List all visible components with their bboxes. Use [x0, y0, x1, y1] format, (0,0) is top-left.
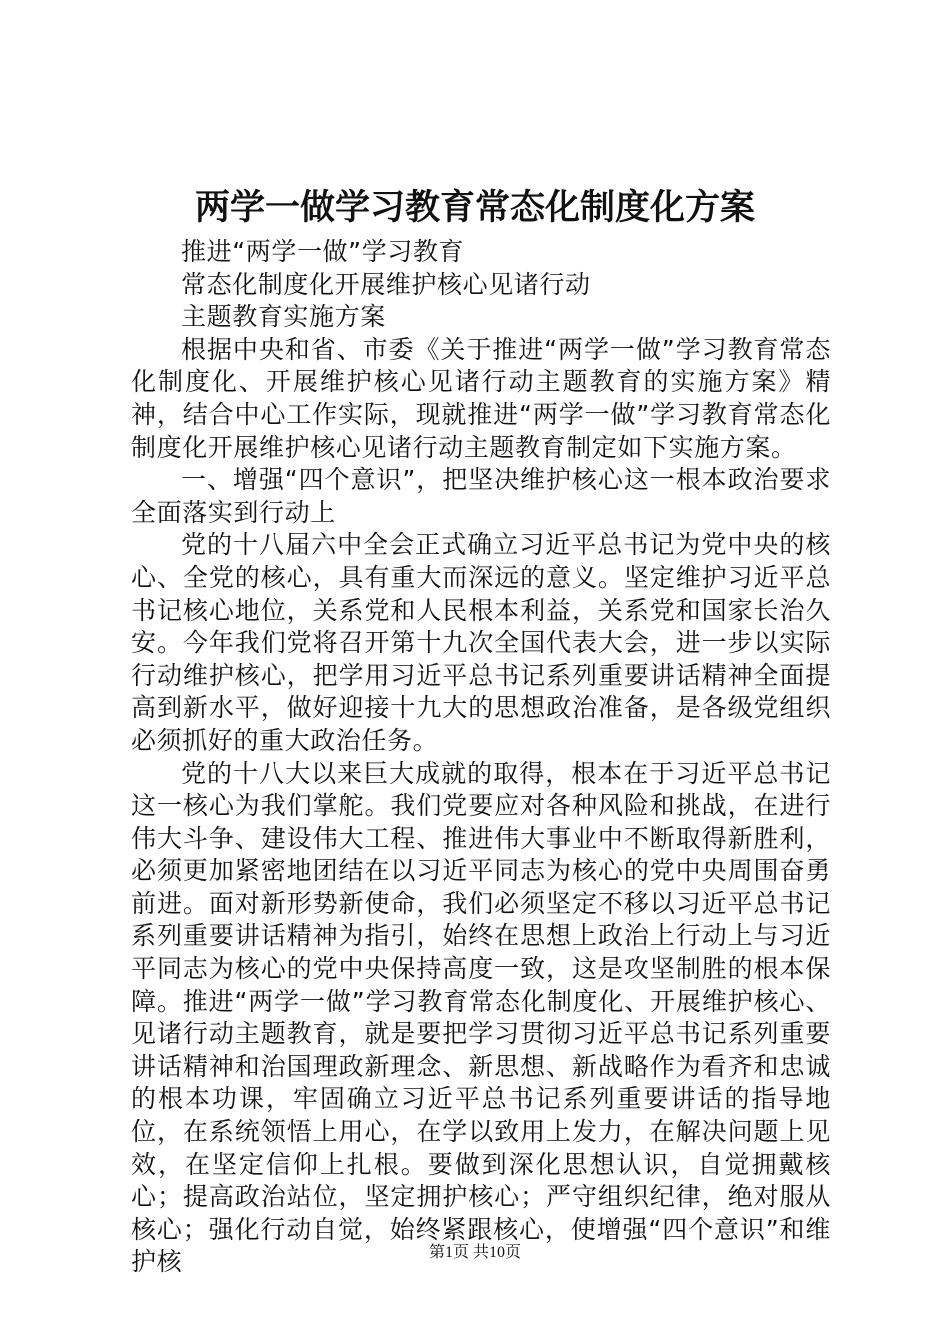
document-body: [131, 236, 831, 1279]
intro-paragraph: 根据中央和省、市委《关于推进“两学一做”学习教育常态化制度化、开展维护核心见诸行动主题教育的实施方案》精神，结合中心工作实际，现就推进“两学一做”学习教育常态化制度化开展维护核心见诸行动主题教育制定如下实施方案。: [131, 334, 831, 462]
body-paragraph-2: 党的十八大以来巨大成就的取得，根本在于习近平总书记这一核心为我们掌舵。我们党要应对各种风险和挑战，在进行伟大斗争、建设伟大工程、推进伟大事业中不断取得新胜利，必须更加紧密地团结在以习近平同志为核心的党中央周围奋勇前进。面对新形势新使命，我们必须坚定不移以习近平总书记系列重要讲话精神为指引，始终在思想上政治上行动上与习近平同志为核心的党中央保持高度一致，这是攻坚制胜的根本保障。推进“两学一做”学习教育常态化制度化、开展维护核心、见诸行动主题教育，就是要把学习贯彻习近平总书记系列重要讲话精神和治国理政新理念、新思想、新战略作为看齐和忠诚的根本功课，牢固确立习近平总书记系列重要讲话的指导地位，在系统领悟上用心，在学以致用上发力，在解决问题上见效，在坚定信仰上扎根。要做到深化思想认识，自觉拥戴核心；提高政治站位，坚定拥护核心；严守组织纪律，绝对服从核心；强化行动自觉，始终紧跟核心，使增强“四个意识”和维护核: [131, 758, 831, 1277]
subtitle-line-1: 推进“两学一做”学习教育: [181, 237, 465, 266]
subtitle-line-3: 主题教育实施方案: [181, 302, 386, 332]
document-title: 两学一做学习教育常态化制度化方案: [194, 187, 755, 228]
body-paragraph-1: 党的十八届六中全会正式确立习近平总书记为党中央的核心、全党的核心，具有重大而深远的意义。坚定维护习近平总书记核心地位，关系党和人民根本利益，关系党和国家长治久安。今年我们党将召开第十九次全国代表大会，进一步以实际行动维护核心，把学用习近平总书记系列重要讲话精神全面提高到新水平，做好迎接十九大的思想政治准备，是各级党组织必须抓好的重大政治任务。: [131, 530, 831, 755]
subtitle-line-2: 常态化制度化开展维护核心见诸行动: [181, 269, 591, 299]
page-footer: 第1页 共10页: [428, 1244, 521, 1261]
section-heading-1: 一、增强“四个意识”，把坚决维护核心这一根本政治要求全面落实到行动上: [131, 465, 831, 527]
